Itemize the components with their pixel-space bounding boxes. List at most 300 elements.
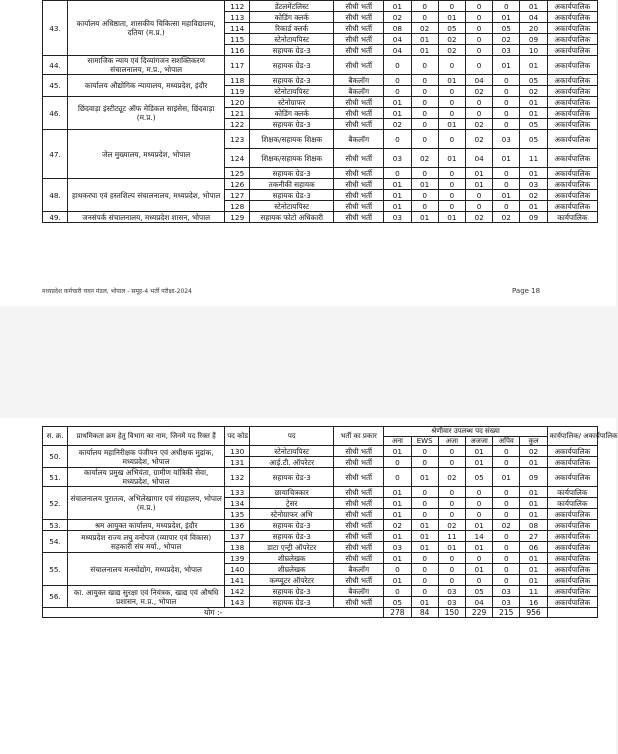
- serial-number: 49.: [43, 212, 68, 223]
- post-name: कोडिंग क्लर्क: [250, 12, 334, 23]
- post-name: स्टेनोटायपिस्ट: [250, 446, 334, 457]
- table-row: [43, 130, 598, 149]
- category-count: 0: [438, 56, 465, 75]
- vacancy-table-top: [42, 0, 598, 223]
- post-code: 121: [225, 108, 250, 119]
- category-count: 0: [438, 446, 465, 457]
- category-count: 0: [411, 201, 438, 212]
- serial-number: 47.: [43, 130, 68, 179]
- table-row: [43, 75, 598, 86]
- post-kind: कार्यपालिक: [547, 487, 597, 498]
- department-name: मध्यप्रदेश राज्य लघु वनोपज (व्यापार एवं विकास) सहकारी संघ मर्या., भोपाल: [68, 531, 225, 553]
- category-count: 0: [493, 108, 520, 119]
- category-count: 01: [411, 542, 438, 553]
- category-total: 09: [520, 468, 547, 487]
- category-count: 0: [465, 553, 492, 564]
- category-count: 04: [465, 75, 492, 86]
- total-value: 956: [520, 608, 547, 618]
- category-count: 03: [493, 45, 520, 56]
- post-code: 122: [225, 119, 250, 130]
- category-count: 01: [384, 97, 411, 108]
- post-code: 116: [225, 45, 250, 56]
- category-count: 0: [465, 575, 492, 586]
- category-count: 0: [384, 86, 411, 97]
- header-cat: अना: [384, 436, 411, 446]
- category-count: 01: [493, 56, 520, 75]
- category-total: 01: [520, 509, 547, 520]
- post-code: 117: [225, 56, 250, 75]
- post-name: स्टेनोटायपिस्ट: [250, 86, 334, 97]
- header-row: [43, 427, 598, 437]
- serial-number: 46.: [43, 97, 68, 130]
- post-name: सहायक ग्रेड-3: [250, 190, 334, 201]
- category-count: 0: [411, 190, 438, 201]
- table-row: [43, 531, 598, 542]
- category-count: 02: [493, 34, 520, 45]
- department-name: कार्यालय महानिरीक्षक पंजीयन एवं अधीक्षक मुद्रांक, मध्यप्रदेश, भोपाल: [68, 446, 225, 468]
- post-kind: अकार्यपालिक: [547, 179, 597, 190]
- total-value: 84: [411, 608, 438, 618]
- category-count: 0: [438, 130, 465, 149]
- category-count: 0: [465, 201, 492, 212]
- table-row: [43, 179, 598, 190]
- category-count: 0: [411, 1, 438, 12]
- category-count: 0: [465, 12, 492, 23]
- post-code: 138: [225, 542, 250, 553]
- category-count: 01: [465, 457, 492, 468]
- post-code: 123: [225, 130, 250, 149]
- category-count: 01: [411, 34, 438, 45]
- post-code: 136: [225, 520, 250, 531]
- post-code: 132: [225, 468, 250, 487]
- category-count: 0: [438, 553, 465, 564]
- total-label: योग :-: [43, 608, 384, 618]
- category-count: 0: [411, 130, 438, 149]
- category-count: 0: [411, 575, 438, 586]
- category-count: 0: [411, 108, 438, 119]
- post-name: सहायक ग्रेड-3: [250, 56, 334, 75]
- department-name: जेल मुख्यालय, मध्यप्रदेश, भोपाल: [68, 130, 225, 179]
- post-code: 118: [225, 75, 250, 86]
- post-name: स्टेनोटायपिस्ट: [250, 201, 334, 212]
- post-kind: कार्यपालिक: [547, 212, 597, 223]
- recruitment-type: सीधी भर्ती: [334, 97, 384, 108]
- recruitment-type: बैकलॉग: [334, 586, 384, 597]
- post-kind: अकार्यपालिक: [547, 108, 597, 119]
- category-count: 01: [384, 498, 411, 509]
- category-count: 01: [384, 575, 411, 586]
- category-count: 0: [438, 498, 465, 509]
- category-total: 20: [520, 23, 547, 34]
- category-total: 01: [520, 487, 547, 498]
- category-count: 0: [465, 34, 492, 45]
- post-kind: अकार्यपालिक: [547, 553, 597, 564]
- post-code: 113: [225, 12, 250, 23]
- post-name: तकनीकी सहायक: [250, 179, 334, 190]
- post-name: स्टेनोग्राफर: [250, 97, 334, 108]
- category-count: 0: [384, 457, 411, 468]
- post-kind: अकार्यपालिक: [547, 201, 597, 212]
- post-code: 120: [225, 97, 250, 108]
- total-blank: [547, 608, 597, 618]
- category-count: 02: [438, 468, 465, 487]
- category-count: 02: [438, 45, 465, 56]
- category-count: 03: [384, 149, 411, 168]
- category-count: 0: [438, 564, 465, 575]
- category-count: 01: [465, 179, 492, 190]
- category-count: 0: [493, 457, 520, 468]
- department-name: कार्यालय प्रमुख अभियंता, ग्रामीण यांत्रिकी सेवा, मध्यप्रदेश, भोपाल: [68, 468, 225, 487]
- category-count: 05: [465, 586, 492, 597]
- recruitment-type: सीधी भर्ती: [334, 509, 384, 520]
- header-type: भर्ती का प्रकार: [334, 427, 384, 446]
- category-count: 05: [493, 23, 520, 34]
- post-kind: अकार्यपालिक: [547, 468, 597, 487]
- department-name: जनसंपर्क संचालनालय, मध्यप्रदेश शासन, भोपाल: [68, 212, 225, 223]
- category-total: 01: [520, 168, 547, 179]
- total-value: 215: [493, 608, 520, 618]
- category-total: 03: [520, 179, 547, 190]
- total-row: [43, 608, 598, 618]
- post-kind: अकार्यपालिक: [547, 56, 597, 75]
- category-count: 0: [465, 487, 492, 498]
- category-count: 0: [465, 190, 492, 201]
- category-count: 0: [465, 56, 492, 75]
- category-count: 04: [465, 597, 492, 608]
- category-total: 16: [520, 597, 547, 608]
- department-name: का. आयुक्त खाद्य सुरक्षा एवं नियंत्रक, खाद्य एवं औषधि प्रशासन, म.प्र., भोपाल: [68, 586, 225, 608]
- category-count: 02: [384, 520, 411, 531]
- category-count: 0: [493, 201, 520, 212]
- category-total: 04: [520, 12, 547, 23]
- category-total: 01: [520, 564, 547, 575]
- category-count: 0: [493, 179, 520, 190]
- category-count: 01: [384, 553, 411, 564]
- category-count: 02: [384, 12, 411, 23]
- category-count: 0: [411, 97, 438, 108]
- post-kind: अकार्यपालिक: [547, 457, 597, 468]
- category-total: 01: [520, 575, 547, 586]
- table-row: [43, 97, 598, 108]
- post-kind: अकार्यपालिक: [547, 130, 597, 149]
- header-cat: EWS: [411, 436, 438, 446]
- category-total: 01: [520, 56, 547, 75]
- category-count: 01: [438, 149, 465, 168]
- category-count: 03: [384, 542, 411, 553]
- serial-number: 56.: [43, 586, 68, 608]
- recruitment-type: सीधी भर्ती: [334, 457, 384, 468]
- category-count: 02: [438, 34, 465, 45]
- serial-number: 55.: [43, 553, 68, 586]
- category-count: 0: [465, 45, 492, 56]
- category-count: 0: [411, 564, 438, 575]
- serial-number: 52.: [43, 487, 68, 520]
- post-kind: अकार्यपालिक: [547, 586, 597, 597]
- serial-number: 45.: [43, 75, 68, 97]
- post-code: 134: [225, 498, 250, 509]
- department-name: कार्यालय औद्योगिक न्यायालय, मध्यप्रदेश, इंदौर: [68, 75, 225, 97]
- category-total: 08: [520, 520, 547, 531]
- recruitment-type: बैकलॉग: [334, 86, 384, 97]
- category-total: 05: [520, 119, 547, 130]
- recruitment-type: सीधी भर्ती: [334, 119, 384, 130]
- category-count: 0: [465, 1, 492, 12]
- department-name: कार्यालय अधिष्ठाता, शासकीय चिकित्सा महाविद्यालय, दतिया (म.प्र.): [68, 1, 225, 56]
- recruitment-type: सीधी भर्ती: [334, 179, 384, 190]
- category-count: 03: [438, 597, 465, 608]
- header-post: पद: [250, 427, 334, 446]
- post-name: सहायक ग्रेड-3: [250, 168, 334, 179]
- post-name: सहायक ग्रेड-3: [250, 75, 334, 86]
- category-count: 0: [438, 168, 465, 179]
- recruitment-type: सीधी भर्ती: [334, 108, 384, 119]
- category-total: 06: [520, 542, 547, 553]
- category-count: 0: [493, 119, 520, 130]
- category-count: 01: [493, 468, 520, 487]
- category-count: 0: [411, 119, 438, 130]
- category-count: 0: [384, 564, 411, 575]
- recruitment-type: सीधी भर्ती: [334, 520, 384, 531]
- recruitment-type: सीधी भर्ती: [334, 201, 384, 212]
- category-count: 0: [384, 168, 411, 179]
- page-number: Page 18: [512, 287, 541, 295]
- table-row: [43, 487, 598, 498]
- category-count: 0: [465, 509, 492, 520]
- category-count: 0: [493, 542, 520, 553]
- category-count: 01: [438, 75, 465, 86]
- category-count: 0: [493, 564, 520, 575]
- post-code: 142: [225, 586, 250, 597]
- table-row: [43, 553, 598, 564]
- category-count: 0: [411, 553, 438, 564]
- header-sno: स. क्र.: [43, 427, 68, 446]
- post-name: शीघ्रलेखक: [250, 564, 334, 575]
- category-count: 04: [465, 149, 492, 168]
- category-count: 0: [411, 56, 438, 75]
- category-count: 01: [411, 468, 438, 487]
- header-code: पद कोड: [225, 427, 250, 446]
- post-name: सहायक ग्रेड-3: [250, 597, 334, 608]
- category-count: 0: [493, 498, 520, 509]
- category-count: 02: [465, 119, 492, 130]
- page-top: [0, 0, 616, 306]
- table-row: [43, 212, 598, 223]
- recruitment-type: सीधी भर्ती: [334, 446, 384, 457]
- post-name: डाटा एन्ट्री ऑपरेटर: [250, 542, 334, 553]
- category-total: 01: [520, 1, 547, 12]
- recruitment-type: सीधी भर्ती: [334, 12, 384, 23]
- category-count: 0: [411, 75, 438, 86]
- post-code: 127: [225, 190, 250, 201]
- category-count: 01: [465, 542, 492, 553]
- recruitment-type: सीधी भर्ती: [334, 553, 384, 564]
- recruitment-type: सीधी भर्ती: [334, 597, 384, 608]
- total-value: 150: [438, 608, 465, 618]
- category-total: 01: [520, 498, 547, 509]
- table-row: [43, 586, 598, 597]
- recruitment-type: सीधी भर्ती: [334, 468, 384, 487]
- serial-number: 43.: [43, 1, 68, 56]
- category-total: 01: [520, 201, 547, 212]
- post-code: 112: [225, 1, 250, 12]
- category-count: 0: [465, 108, 492, 119]
- recruitment-type: सीधी भर्ती: [334, 575, 384, 586]
- post-kind: अकार्यपालिक: [547, 45, 597, 56]
- total-value: 229: [465, 608, 492, 618]
- post-kind: अकार्यपालिक: [547, 531, 597, 542]
- category-count: 01: [411, 212, 438, 223]
- category-count: 01: [493, 12, 520, 23]
- category-count: 0: [438, 1, 465, 12]
- post-code: 129: [225, 212, 250, 223]
- category-count: 05: [465, 468, 492, 487]
- post-name: छायाचित्रकार: [250, 487, 334, 498]
- post-code: 135: [225, 509, 250, 520]
- post-code: 139: [225, 553, 250, 564]
- post-kind: अकार्यपालिक: [547, 597, 597, 608]
- category-count: 02: [465, 212, 492, 223]
- serial-number: 54.: [43, 531, 68, 553]
- category-count: 0: [438, 108, 465, 119]
- category-count: 05: [384, 597, 411, 608]
- category-count: 08: [384, 23, 411, 34]
- post-kind: अकार्यपालिक: [547, 23, 597, 34]
- recruitment-type: सीधी भर्ती: [334, 531, 384, 542]
- category-count: 01: [493, 190, 520, 201]
- category-count: 0: [384, 130, 411, 149]
- category-count: 0: [411, 586, 438, 597]
- post-kind: अकार्यपालिक: [547, 12, 597, 23]
- post-name: सहायक ग्रेड-3: [250, 119, 334, 130]
- category-count: 01: [384, 190, 411, 201]
- category-count: 02: [493, 520, 520, 531]
- table-row: [43, 56, 598, 75]
- post-code: 119: [225, 86, 250, 97]
- table-row: [43, 520, 598, 531]
- category-count: 0: [411, 12, 438, 23]
- category-count: 11: [438, 531, 465, 542]
- post-kind: अकार्यपालिक: [547, 97, 597, 108]
- post-code: 140: [225, 564, 250, 575]
- category-count: 0: [438, 190, 465, 201]
- category-count: 0: [465, 498, 492, 509]
- category-count: 0: [384, 56, 411, 75]
- category-count: 0: [438, 201, 465, 212]
- category-count: 0: [438, 509, 465, 520]
- category-total: 27: [520, 531, 547, 542]
- category-count: 03: [384, 212, 411, 223]
- recruitment-type: सीधी भर्ती: [334, 1, 384, 12]
- post-name: सहायक ग्रेड-3: [250, 531, 334, 542]
- recruitment-type: सीधी भर्ती: [334, 212, 384, 223]
- category-count: 05: [438, 23, 465, 34]
- category-count: 01: [384, 201, 411, 212]
- category-count: 02: [465, 86, 492, 97]
- header-kind: कार्यपालिक/ अकार्यपालिक: [547, 427, 597, 446]
- category-count: 0: [493, 487, 520, 498]
- post-kind: अकार्यपालिक: [547, 575, 597, 586]
- category-count: 0: [411, 168, 438, 179]
- serial-number: 53.: [43, 520, 68, 531]
- recruitment-type: सीधी भर्ती: [334, 498, 384, 509]
- category-count: 0: [465, 23, 492, 34]
- category-count: 0: [438, 179, 465, 190]
- header-cat: अपिव: [493, 436, 520, 446]
- post-code: 126: [225, 179, 250, 190]
- vacancy-table-bottom: [42, 426, 618, 618]
- category-count: 01: [384, 1, 411, 12]
- category-count: 0: [384, 586, 411, 597]
- category-count: 0: [411, 446, 438, 457]
- category-count: 02: [411, 149, 438, 168]
- category-count: 01: [411, 531, 438, 542]
- category-count: 01: [438, 12, 465, 23]
- recruitment-type: सीधी भर्ती: [334, 34, 384, 45]
- post-name: सहायक फोटो अधिकारी: [250, 212, 334, 223]
- category-count: 01: [465, 520, 492, 531]
- header-cat: अजा: [438, 436, 465, 446]
- category-count: 03: [438, 586, 465, 597]
- category-count: 02: [438, 520, 465, 531]
- post-code: 137: [225, 531, 250, 542]
- recruitment-type: सीधी भर्ती: [334, 149, 384, 168]
- category-total: 02: [520, 446, 547, 457]
- post-kind: अकार्यपालिक: [547, 86, 597, 97]
- serial-number: 51.: [43, 468, 68, 487]
- post-name: स्टेनोटायपिस्ट: [250, 34, 334, 45]
- post-kind: अकार्यपालिक: [547, 190, 597, 201]
- post-name: शीघ्रलेखक: [250, 553, 334, 564]
- post-name: कम्प्यूटर ऑपरेटर: [250, 575, 334, 586]
- post-code: 114: [225, 23, 250, 34]
- category-count: 0: [411, 509, 438, 520]
- post-code: 131: [225, 457, 250, 468]
- recruitment-type: सीधी भर्ती: [334, 190, 384, 201]
- table-row: [43, 446, 598, 457]
- post-name: रिकार्ड क्लर्क: [250, 23, 334, 34]
- total-value: 278: [384, 608, 411, 618]
- serial-number: 44.: [43, 56, 68, 75]
- recruitment-type: सीधी भर्ती: [334, 23, 384, 34]
- category-count: 0: [411, 457, 438, 468]
- category-count: 02: [493, 212, 520, 223]
- post-code: 125: [225, 168, 250, 179]
- category-count: 0: [493, 168, 520, 179]
- category-count: 01: [438, 212, 465, 223]
- header-category-group: श्रेणीवार उपलब्ध पद संख्या: [384, 427, 547, 437]
- category-count: 01: [411, 45, 438, 56]
- table-row: [43, 1, 598, 12]
- category-count: 01: [384, 179, 411, 190]
- category-total: 02: [520, 86, 547, 97]
- post-name: शिक्षक/सहायक शिक्षक: [250, 149, 334, 168]
- post-code: 133: [225, 487, 250, 498]
- post-name: सहायक ग्रेड-3: [250, 45, 334, 56]
- header-dept: प्राथमिकता क्रम हेतु विभाग का नाम, जिनमें पद रिक्त हैं: [68, 427, 225, 446]
- post-code: 141: [225, 575, 250, 586]
- post-kind: अकार्यपालिक: [547, 542, 597, 553]
- header-cat: अजजा: [465, 436, 492, 446]
- category-count: 01: [465, 446, 492, 457]
- category-count: 0: [493, 553, 520, 564]
- post-name: सहायक ग्रेड-3: [250, 520, 334, 531]
- category-count: 01: [411, 597, 438, 608]
- post-kind: कार्यपालिक: [547, 498, 597, 509]
- recruitment-type: सीधी भर्ती: [334, 56, 384, 75]
- post-kind: अकार्यपालिक: [547, 119, 597, 130]
- recruitment-type: सीधी भर्ती: [334, 487, 384, 498]
- category-total: 01: [520, 553, 547, 564]
